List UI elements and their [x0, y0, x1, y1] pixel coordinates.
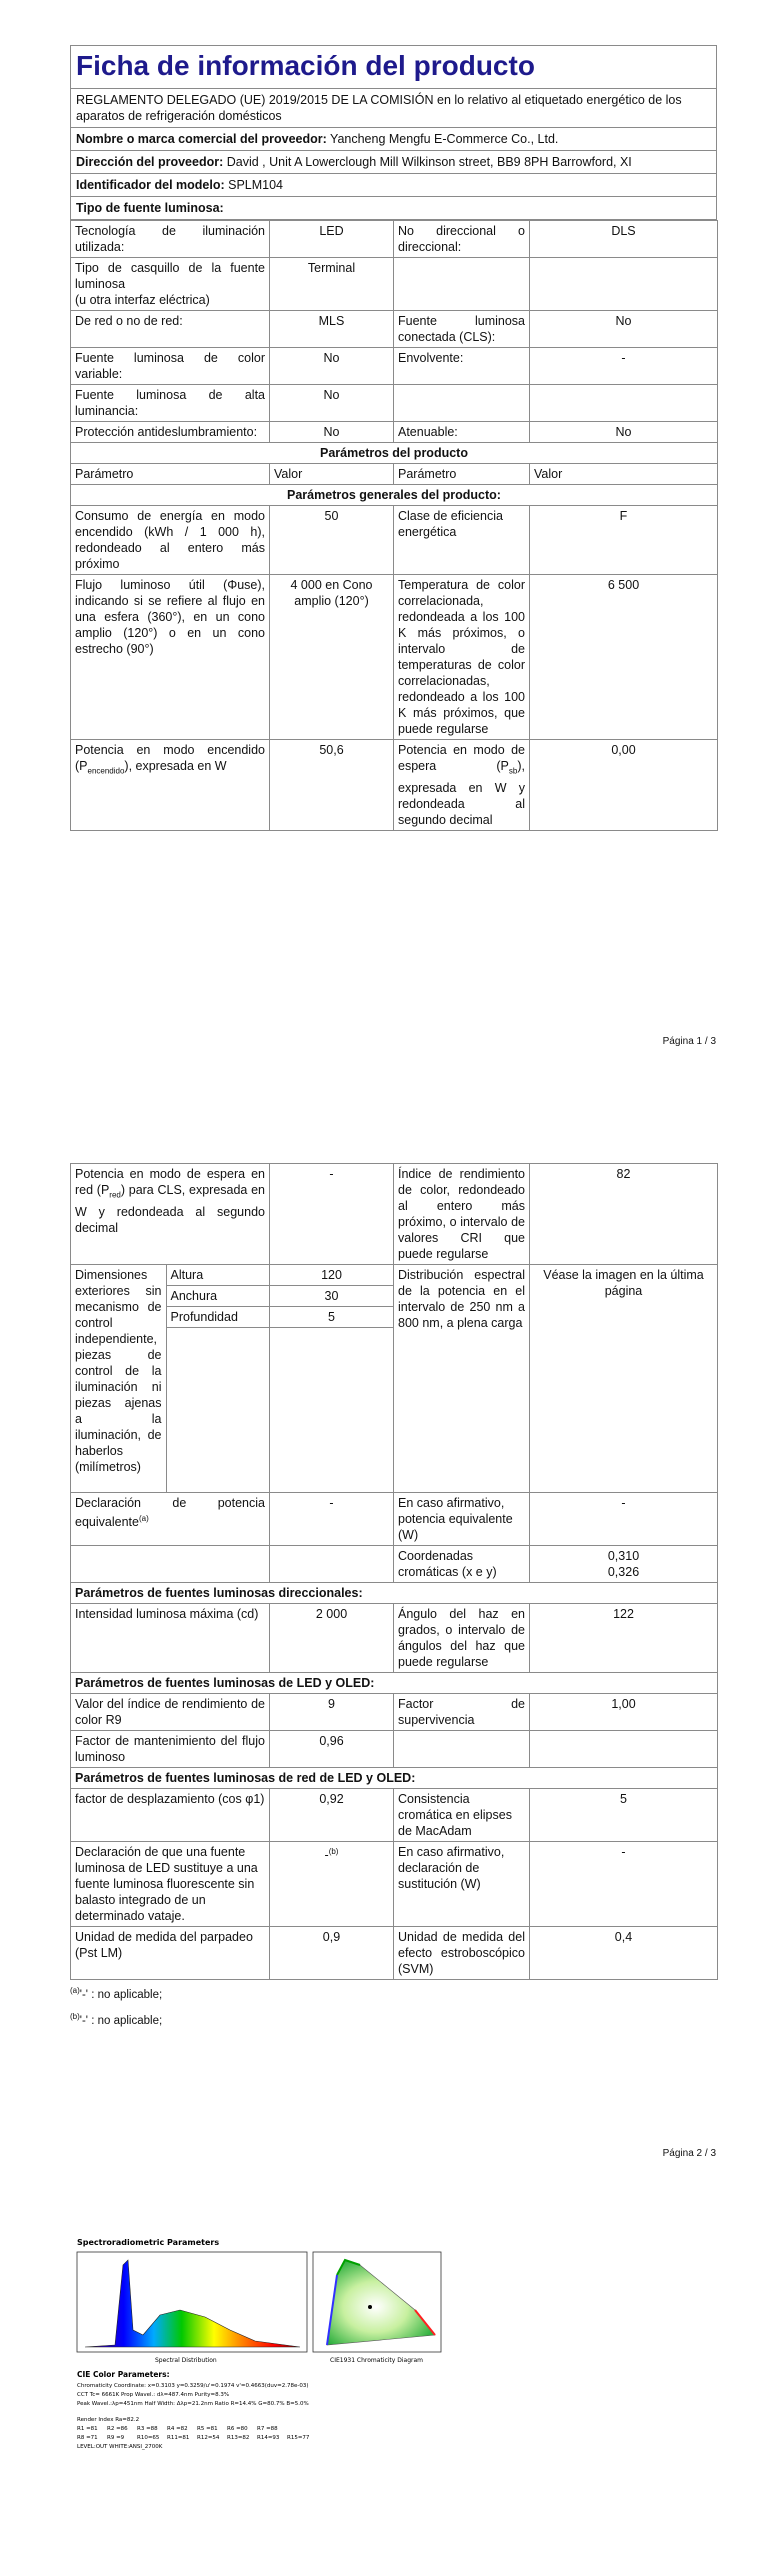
- cie-point: [368, 2305, 372, 2309]
- page-1: [70, 45, 717, 831]
- dir-title: Parámetros de fuentes luminosas direccionales:: [71, 1583, 718, 1604]
- eclass-label: Clase de eficiencia energética: [394, 506, 530, 575]
- beam-value: 122: [530, 1604, 718, 1673]
- render-index-title: Render Index Ra=82.2: [77, 2417, 140, 2423]
- nondir-value: DLS: [530, 221, 718, 258]
- spd-label: Distribución espectral de la potencia en el intervalo de 250 nm a 800 nm, a plena carga: [394, 1265, 530, 1493]
- source-type-title: Tipo de fuente luminosa:: [71, 197, 716, 220]
- pnet-label: [71, 1164, 270, 1265]
- psb-label-sub: sb: [508, 766, 518, 776]
- mains-led-title: Parámetros de fuentes luminosas de red de LED y OLED:: [71, 1768, 718, 1789]
- render-index-value: R2 =86: [107, 2426, 128, 2432]
- energy-value: 50: [270, 506, 394, 575]
- supplier-address-row: [71, 151, 716, 174]
- intensity-label: Intensidad luminosa máxima (cd): [71, 1604, 270, 1673]
- chroma-x: 0,310: [607, 1549, 640, 1563]
- pon-label-a: Potencia en modo encendido (P: [75, 743, 265, 773]
- pon-value: 50,6: [270, 740, 394, 831]
- eqw-value: -: [530, 1493, 718, 1546]
- led-title: Parámetros de fuentes luminosas de LED y OLED:: [71, 1673, 718, 1694]
- eqp-label-a: Declaración de potencia equivalente: [75, 1496, 265, 1530]
- retro-dash: -: [324, 1848, 329, 1863]
- eclass-value: F: [530, 506, 718, 575]
- supplier-name-row: [71, 128, 716, 151]
- pnet-label-a: Potencia en modo de espera en red (P: [75, 1167, 265, 1197]
- disp-label: factor de desplazamiento (cos φ1): [71, 1789, 270, 1842]
- supplier-name: Yancheng Mengfu E-Commerce Co., Ltd.: [330, 132, 559, 146]
- dims-values: [270, 1265, 394, 1493]
- cie-params-title: CIE Color Parameters:: [77, 2370, 170, 2379]
- render-index-value: R12=54: [197, 2435, 220, 2441]
- render-index-value: R6 =80: [227, 2426, 248, 2432]
- beam-label: Ángulo del haz en grados, o intervalo de ángulos del haz que puede regularse: [394, 1604, 530, 1673]
- chroma-values: [530, 1546, 718, 1583]
- macadam-value: 5: [530, 1789, 718, 1842]
- cap-label: [71, 258, 270, 311]
- render-index-value: R11=81: [167, 2435, 190, 2441]
- cct-value: 6 500: [530, 575, 718, 740]
- energy-label: Consumo de energía en modo encendido (kWh / 1 000 h), redondeado al entero más próximo: [71, 506, 270, 575]
- envelope-value: -: [530, 348, 718, 385]
- spd-value: Véase la imagen en la última página: [530, 1265, 718, 1493]
- flicker-label: Unidad de medida del parpadeo (Pst LM): [71, 1927, 270, 1980]
- surv-label: Factor de supervivencia: [394, 1694, 530, 1731]
- depth-value: 5: [270, 1307, 393, 1328]
- render-index-value: R5 =81: [197, 2426, 218, 2432]
- eqw-label: En caso afirmativo, potencia equivalente (W): [394, 1493, 530, 1546]
- highlum-value: No: [270, 385, 394, 422]
- fn-b-sup: (b): [70, 2011, 80, 2021]
- psb-label-a: Potencia en modo de espera (P: [398, 743, 525, 773]
- model-label: Identificador del modelo:: [76, 178, 225, 192]
- intensity-value: 2 000: [270, 1604, 394, 1673]
- maint-label: Factor de mantenimiento del flujo luminoso: [71, 1731, 270, 1768]
- render-index-value: R7 =88: [257, 2426, 278, 2432]
- psb-label: [394, 740, 530, 831]
- fn-a-sup: (a): [70, 1986, 80, 1995]
- fn-a-text: '-' : no aplicable;: [79, 1988, 163, 2001]
- render-index-row-1: [77, 2426, 278, 2432]
- pon-label-b: ), expresada en W: [124, 759, 227, 773]
- cap-label-2: (u otra interfaz eléctrica): [75, 293, 210, 307]
- mains-label: De red o no de red:: [71, 311, 270, 348]
- dim-value: No: [530, 422, 718, 443]
- col-param-2: Parámetro: [394, 464, 530, 485]
- chroma-label: Coordenadas cromáticas (x e y): [394, 1546, 530, 1583]
- svm-label: Unidad de medida del efecto estroboscópico (SVM): [394, 1927, 530, 1980]
- r9-value: 9: [270, 1694, 394, 1731]
- model-row: [71, 174, 716, 197]
- width-value: 30: [270, 1286, 393, 1307]
- render-index-value: R1 =81: [77, 2426, 98, 2432]
- retro-value: [270, 1842, 394, 1927]
- psb-value: 0,00: [530, 740, 718, 831]
- flux-label: Flujo luminoso útil (Φuse), indicando si se refiere al flujo en una esfera (360°), en un cono amplio (120°) o en un cono estrecho (90°): [71, 575, 270, 740]
- cap-label-1: Tipo de casquillo de la fuente luminosa: [75, 261, 265, 291]
- eqp-value: -: [270, 1493, 394, 1546]
- height-value: 120: [270, 1265, 393, 1286]
- render-index-value: R10=65: [137, 2435, 160, 2441]
- color-label: Fuente luminosa de color variable:: [71, 348, 270, 385]
- footnote-b: [70, 2006, 717, 2032]
- flux-value: 4 000 en Cono amplio (120°): [270, 575, 394, 740]
- dims-label: Dimensiones exteriores sin mecanismo de control independiente, piezas de control de la iluminación ni piezas ajenas a la iluminación, de haberlos (milímetros): [71, 1265, 166, 1492]
- model-id: SPLM104: [228, 178, 284, 192]
- fn-b-text: '-' : no aplicable;: [79, 2014, 163, 2027]
- retro-sup: (b): [328, 1847, 339, 1856]
- surv-value: 1,00: [530, 1694, 718, 1731]
- source-type-table: [70, 220, 718, 831]
- envelope-label: Envolvente:: [394, 348, 530, 385]
- svm-value: 0,4: [530, 1927, 718, 1980]
- supplier-address: David , Unit A Lowerclough Mill Wilkinson street, BB9 8PH Barrowford, XI: [226, 155, 632, 169]
- pnet-label-b: ) para CLS, expresada en W y redondeada al segundo decimal: [75, 1183, 265, 1235]
- render-index-value: R13=82: [227, 2435, 250, 2441]
- dim-label: Atenuable:: [394, 422, 530, 443]
- spec-footer: LEVEL:OUT WHITE:ANSI_2700K: [77, 2444, 163, 2450]
- cap-value: Terminal: [270, 258, 394, 311]
- tech-label: Tecnología de iluminación utilizada:: [71, 221, 270, 258]
- cls-value: No: [530, 311, 718, 348]
- spectral-figure: [75, 2235, 475, 2480]
- eqp-label-sup: (a): [138, 1514, 149, 1523]
- col-param-1: Parámetro: [71, 464, 270, 485]
- cls-label: Fuente luminosa conectada (CLS):: [394, 311, 530, 348]
- regulation-text: REGLAMENTO DELEGADO (UE) 2019/2015 DE LA COMISIÓN en lo relativo al etiquetado energético de los aparatos de refrigeración domésticos: [71, 89, 716, 128]
- supplier-address-label: Dirección del proveedor:: [76, 155, 224, 169]
- col-value-1: Valor: [270, 464, 394, 485]
- page-2: [70, 1163, 717, 2032]
- footnote-a: [70, 1980, 717, 2006]
- params-title: Parámetros del producto: [71, 443, 718, 464]
- height-label: Altura: [166, 1265, 269, 1286]
- eqp-label: [71, 1493, 270, 1546]
- render-index-value: R15=77: [287, 2435, 310, 2441]
- col-value-2: Valor: [530, 464, 718, 485]
- dims-cell: [71, 1265, 270, 1493]
- pnet-value: -: [270, 1164, 394, 1265]
- mains-value: MLS: [270, 311, 394, 348]
- render-index-value: R4 =82: [167, 2426, 188, 2432]
- supplier-name-label: Nombre o marca comercial del proveedor:: [76, 132, 327, 146]
- general-title: Parámetros generales del producto:: [71, 485, 718, 506]
- spectral-caption: Spectral Distribution: [155, 2357, 217, 2364]
- page-number-1: Página 1 / 3: [662, 1036, 716, 1047]
- retrow-value: -: [530, 1842, 718, 1927]
- highlum-label: Fuente luminosa de alta luminancia:: [71, 385, 270, 422]
- cie-line-3: Peak Wavel.:λp=451nm Half Width: Δλp=21.2nm Ratio R=14.4% G=80.7% B=5.0%: [77, 2401, 309, 2407]
- render-index-row-2: [77, 2435, 310, 2441]
- cie-line-2: CCT Tc= 6661K Prop Wavel.: dλ=487.4nm Purity=8.3%: [77, 2392, 230, 2398]
- nondir-label: No direccional o direccional:: [394, 221, 530, 258]
- pon-label: [71, 740, 270, 831]
- width-label: Anchura: [166, 1286, 269, 1307]
- depth-label: Profundidad: [166, 1307, 269, 1328]
- render-index-value: R14=93: [257, 2435, 280, 2441]
- params-table-2: [70, 1163, 718, 1980]
- cie-caption: CIE1931 Chromaticity Diagram: [330, 2357, 424, 2364]
- cct-label: Temperatura de color correlacionada, redondeada a los 100 K más próximos, o intervalo de temperaturas de color correlacionadas, redondeado a los 100 K más próximos, que puede regularse: [394, 575, 530, 740]
- pon-label-sub: encendido: [87, 766, 125, 776]
- chroma-y: 0,326: [607, 1565, 640, 1579]
- retro-label: Declaración de que una fuente luminosa de LED sustituye a una fuente luminosa fluorescente sin balasto integrado de un determinado vataje.: [71, 1842, 270, 1927]
- cie-line-1: Chromaticity Coordinate: x=0.3103 y=0.3259/u'=0.1974 v'=0.4663(duv=2.78e-03): [77, 2383, 309, 2389]
- render-index-value: R8 =71: [77, 2435, 98, 2441]
- cri-label: Índice de rendimiento de color, redondeado al entero más próximo, o intervalo de valores CRI que puede regularse: [394, 1164, 530, 1265]
- tech-value: LED: [270, 221, 394, 258]
- render-index-value: R3 =88: [137, 2426, 158, 2432]
- glare-value: No: [270, 422, 394, 443]
- page-title: Ficha de información del producto: [71, 46, 716, 89]
- page-number-2: Página 2 / 3: [662, 2148, 716, 2159]
- color-value: No: [270, 348, 394, 385]
- disp-value: 0,92: [270, 1789, 394, 1842]
- r9-label: Valor del índice de rendimiento de color R9: [71, 1694, 270, 1731]
- spectral-report-image: [75, 2235, 475, 2480]
- glare-label: Protección antideslumbramiento:: [71, 422, 270, 443]
- flicker-value: 0,9: [270, 1927, 394, 1980]
- psb-label-b: ), expresada en W y redondeada al segundo decimal: [398, 759, 525, 827]
- render-index-value: R9 =9: [107, 2435, 125, 2441]
- cri-value: 82: [530, 1164, 718, 1265]
- macadam-label: Consistencia cromática en elipses de MacAdam: [394, 1789, 530, 1842]
- spec-heading: Spectroradiometric Parameters: [77, 2238, 220, 2247]
- maint-value: 0,96: [270, 1731, 394, 1768]
- pnet-label-sub: red: [109, 1190, 121, 1200]
- retrow-label: En caso afirmativo, declaración de sustitución (W): [394, 1842, 530, 1927]
